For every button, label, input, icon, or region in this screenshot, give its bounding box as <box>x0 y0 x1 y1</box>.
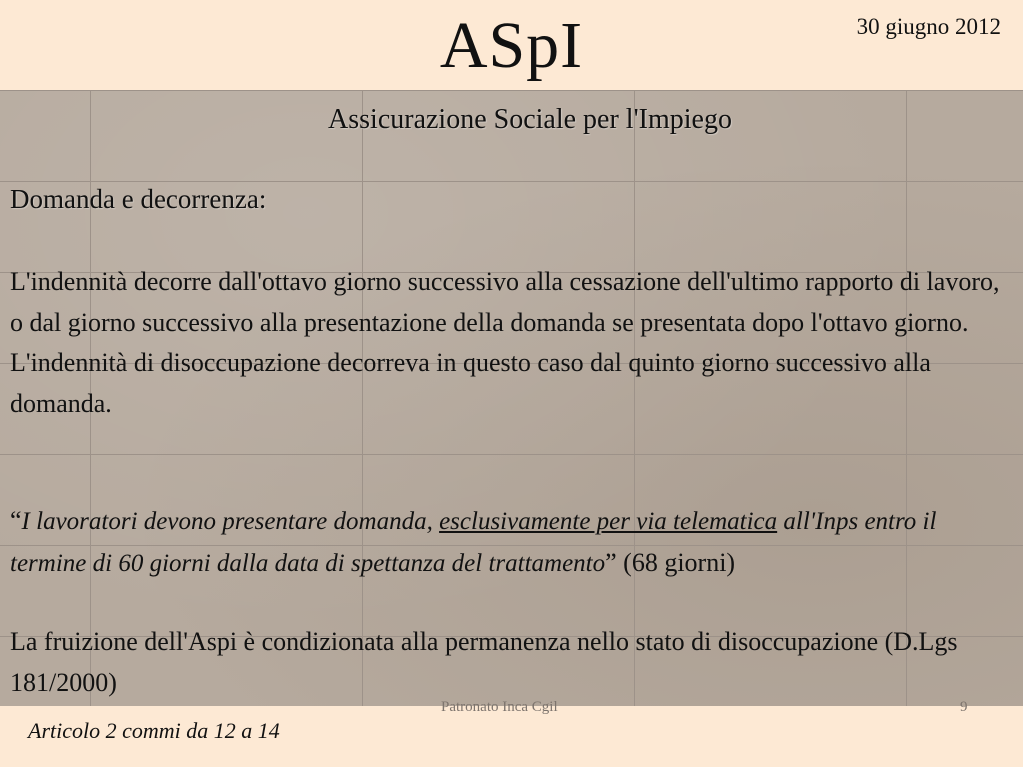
quote-underlined: esclusivamente per via telematica <box>439 508 778 535</box>
paragraph-decorrenza: L'indennità decorre dall'ottavo giorno successivo alla cessazione dell'ultimo rapporto di lavoro, o dal giorno successivo alla presentazione della domanda se presentata dopo l'ottavo giorno. L'indennità di disoccupazione decorreva in questo caso dal quinto giorno successivo alla domanda. <box>10 267 1000 418</box>
quote-suffix: (68 giorni) <box>616 547 736 577</box>
paragraph-fruizione: La fruizione dell'Aspi è condizionata alla permanenza nello stato di disoccupazione (D.Lgs 181/2000) <box>10 627 958 697</box>
section-heading: Domanda e decorrenza: <box>10 184 267 214</box>
quote-text-part1: I lavoratori devono presentare domanda, <box>21 508 440 535</box>
slide-title: ASpI <box>439 9 584 82</box>
quote-text-part2: all'Inps entro il termine di 60 giorni dalla data di spettanza del trattamento <box>10 508 937 577</box>
page-number: 9 <box>960 699 968 715</box>
footer-organization: Patronato Inca Cgil <box>441 699 558 715</box>
quote-open: “ <box>10 506 22 535</box>
slide-subtitle: Assicurazione Sociale per l'Impiego <box>328 104 732 135</box>
slide-date: 30 giugno 2012 <box>856 14 1001 39</box>
article-reference: Articolo 2 commi da 12 a 14 <box>28 718 280 743</box>
quote-paragraph <box>10 501 1015 584</box>
quote-close: ” <box>605 547 617 577</box>
